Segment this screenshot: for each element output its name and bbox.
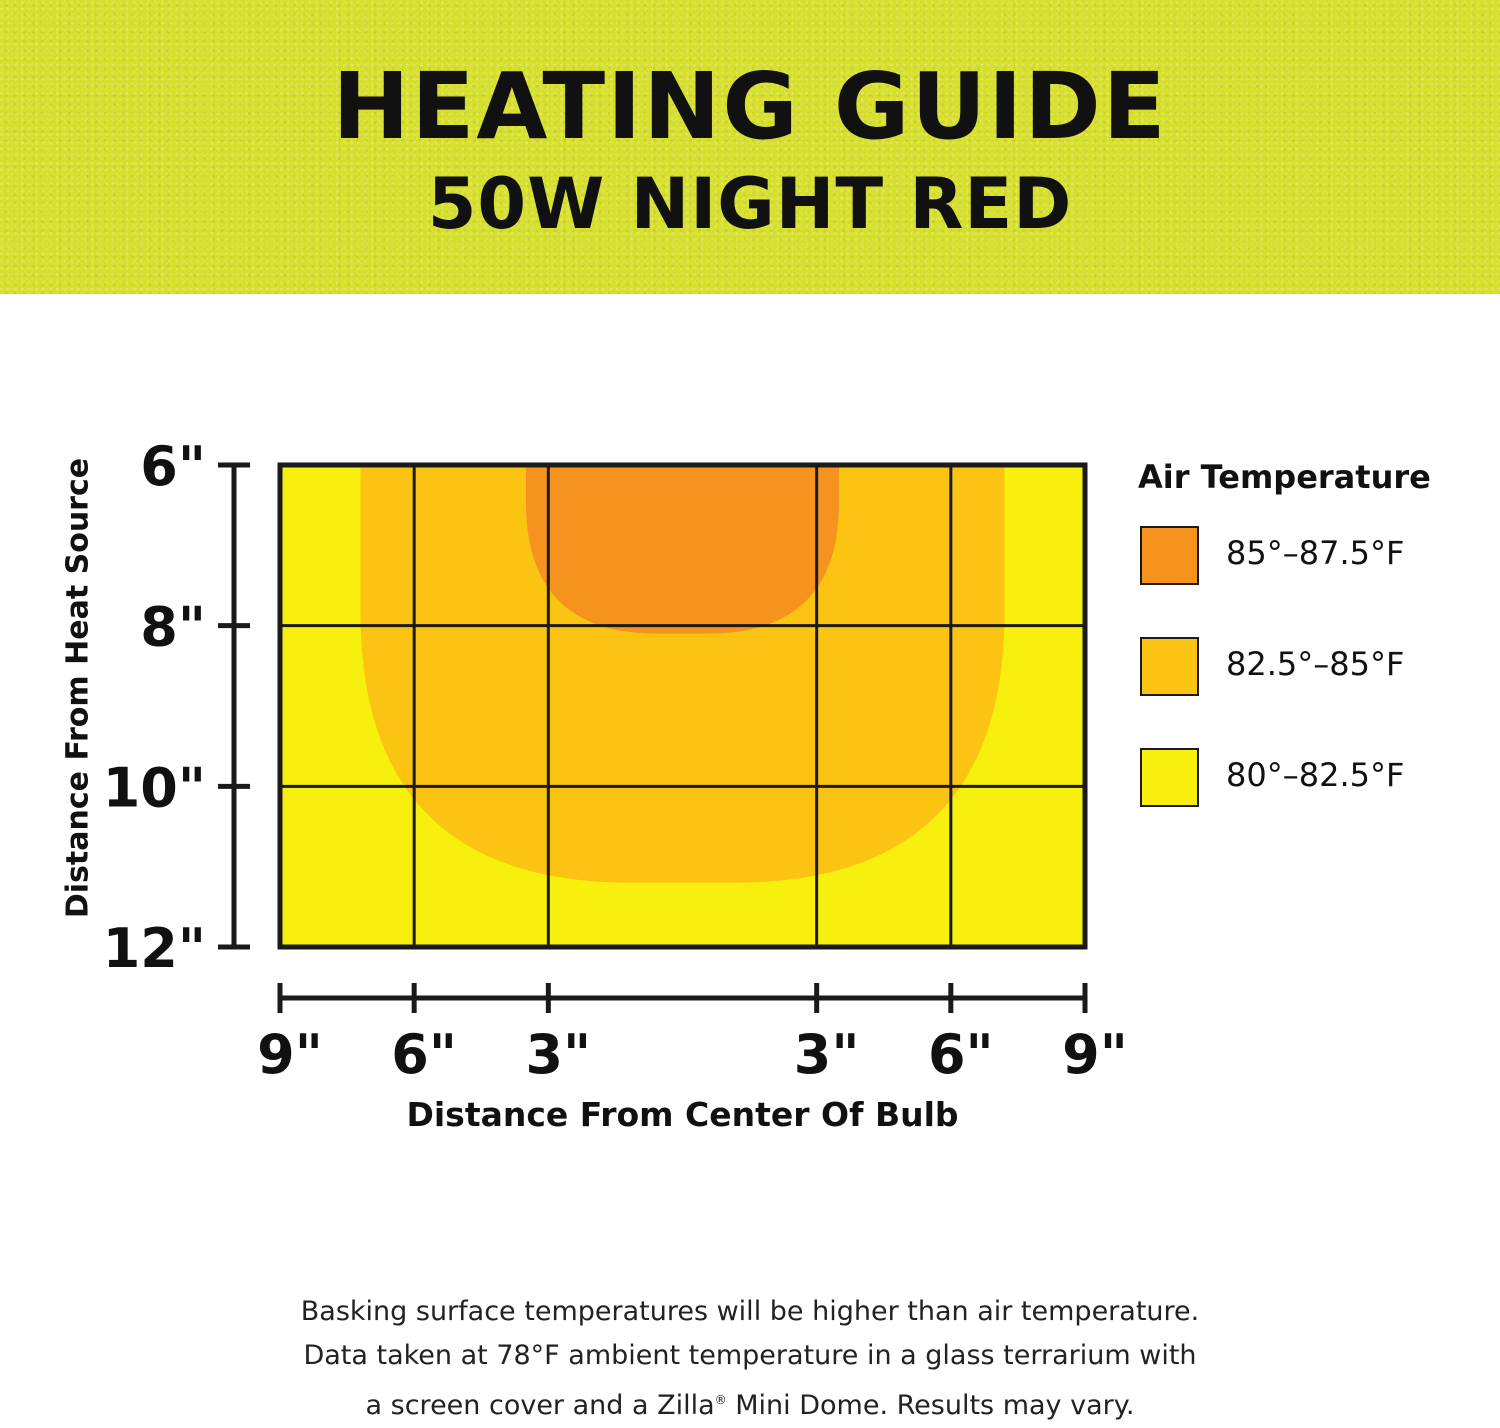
page-title: HEATING GUIDE [332, 53, 1168, 160]
x-tick-label: 6" [391, 1023, 458, 1086]
legend [1138, 458, 1493, 859]
y-tick-label: 6" [140, 435, 206, 498]
legend-item-hot [1138, 526, 1493, 637]
legend-swatch-warm [1140, 637, 1199, 696]
legend-item-warm [1138, 637, 1493, 748]
y-tick-label: 12" [102, 917, 206, 980]
x-tick-label: 3" [525, 1023, 592, 1086]
footnote-line-1: Basking surface temperatures will be higher than air temperature. [300, 1296, 1200, 1327]
footnote [150, 1290, 1350, 1428]
x-tick-label: 9" [257, 1023, 323, 1086]
y-tick-label: 10" [102, 756, 206, 820]
legend-label-hot: 85°–87.5°F [1226, 534, 1405, 572]
legend-item-mild [1138, 748, 1493, 859]
legend-title: Air Temperature [1138, 458, 1431, 496]
legend-label-warm: 82.5°–85°F [1226, 645, 1405, 683]
footnote-line-2: Data taken at 78°F ambient temperature in a glass terrarium with [303, 1340, 1197, 1371]
x-axis-title: Distance From Center Of Bulb [406, 1095, 959, 1134]
x-tick-label: 3" [793, 1023, 860, 1086]
footnote-line-3a: a screen cover and a Zilla [365, 1390, 715, 1421]
legend-swatch-hot [1140, 526, 1199, 585]
y-axis-title: Distance From Heat Source [60, 457, 96, 919]
x-tick-label: 9" [1062, 1023, 1128, 1086]
y-tick-label: 8" [140, 595, 206, 659]
page-subtitle: 50W NIGHT RED [427, 163, 1073, 245]
legend-swatch-mild [1140, 748, 1199, 807]
registered-mark: ® [714, 1393, 727, 1407]
footnote-line-3 [150, 1378, 1350, 1428]
legend-label-mild: 80°–82.5°F [1226, 756, 1405, 794]
footnote-line-3b: Mini Dome. Results may vary. [726, 1390, 1135, 1421]
x-tick-label: 6" [927, 1023, 994, 1086]
zone-hot [526, 465, 839, 634]
